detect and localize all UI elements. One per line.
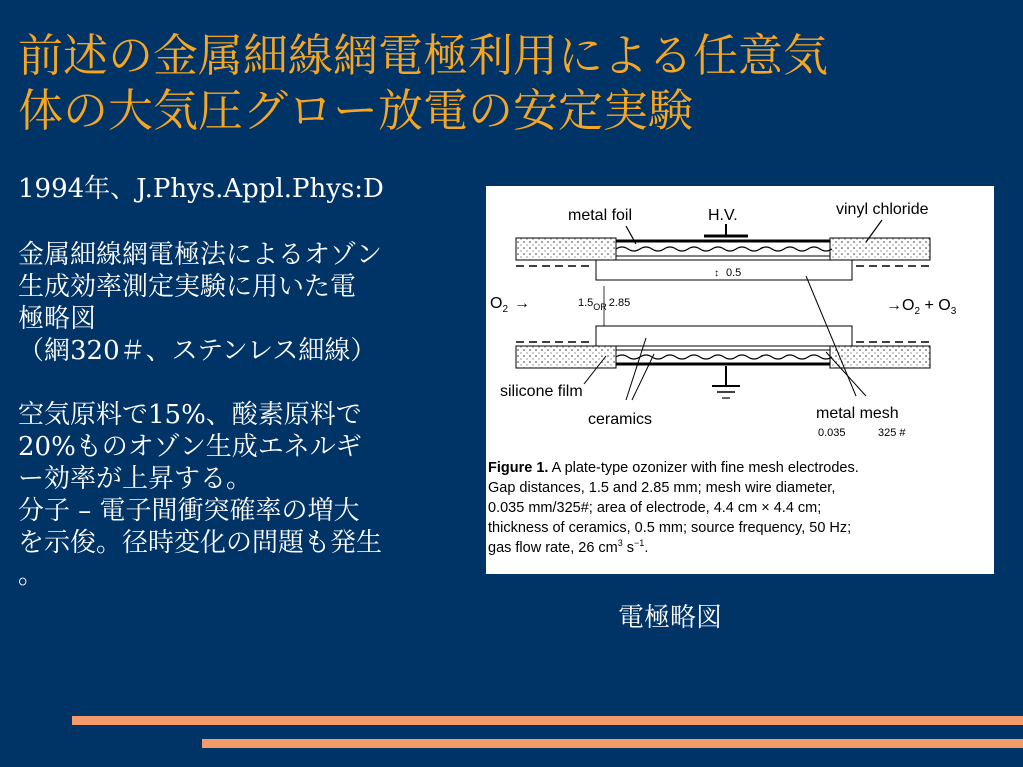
para1-line-1: 金属細線網電極法によるオゾン [18, 240, 383, 270]
figure-caption-line-5: gas flow rate, 26 $cm^3$ $s^{-1}$. [488, 538, 649, 556]
label-mesh-diameter: 0.035 [818, 427, 846, 439]
label-hv: H.V. [708, 207, 738, 224]
label-o2-in: $O_2$ → [490, 295, 531, 315]
label-gap-0.5: 0.5 [726, 267, 742, 279]
label-silicone-film: silicone film [500, 383, 583, 400]
para2-line-2: 20%ものオゾン生成エネルギ [18, 432, 362, 462]
label-metal-mesh: metal mesh [816, 405, 899, 422]
para2-line-1: 空気原料で15%、酸素原料で [18, 400, 362, 430]
title-line-2: 体の大気圧グロー放電の安定実験 [18, 84, 694, 137]
para1-line-3: 極略図 [18, 304, 97, 334]
para3-line-1: 分子 – 電子間衝突確率の増大 [18, 496, 360, 526]
para3-line-3: 。 [18, 560, 45, 590]
label-gap-1.5: $1.5_{OR}$ 2.85 [578, 297, 631, 312]
citation: 1994年、J.Phys.Appl.Phys:D [18, 174, 384, 204]
figure-caption-line-3: 0.035 mm/325#; area of electrode, 4.4 cm × 4.4 cm; [488, 500, 822, 516]
figure-caption: 電極略図 [618, 603, 723, 633]
accent-bar-top [72, 716, 1023, 725]
slide-body [18, 173, 480, 591]
para1-line-4: （網320＃、ステンレス細線） [18, 336, 377, 366]
label-metal-foil: metal foil [568, 207, 633, 224]
electrode-figure [486, 186, 994, 574]
label-o2-o3-out: $\to O_2 + O_3$ [886, 297, 957, 317]
slide-title [18, 28, 1008, 138]
accent-bar-bottom [202, 739, 1023, 748]
figure-caption-line-4: thickness of ceramics, 0.5 mm; source frequency, 50 Hz; [488, 520, 852, 536]
figure-caption-line-1: Figure 1. A plate-type ozonizer with fine mesh electrodes. [488, 460, 859, 476]
title-line-1: 前述の金属細線網電極利用による任意気 [18, 29, 829, 82]
label-mesh-count: 325 # [878, 427, 906, 439]
para3-line-2: を示俊。径時変化の問題も発生 [18, 528, 383, 558]
label-vinyl-chloride: vinyl chloride [836, 201, 929, 218]
para1-line-2: 生成効率測定実験に用いた電 [18, 272, 357, 302]
para2-line-3: ー効率が上昇する。 [18, 464, 253, 494]
electrode-diagram [486, 186, 994, 574]
figure-caption-line-2: Gap distances, 1.5 and 2.85 mm; mesh wire diameter, [488, 480, 836, 496]
svg-text:↕: ↕ [714, 268, 719, 279]
label-ceramics: ceramics [588, 411, 653, 428]
